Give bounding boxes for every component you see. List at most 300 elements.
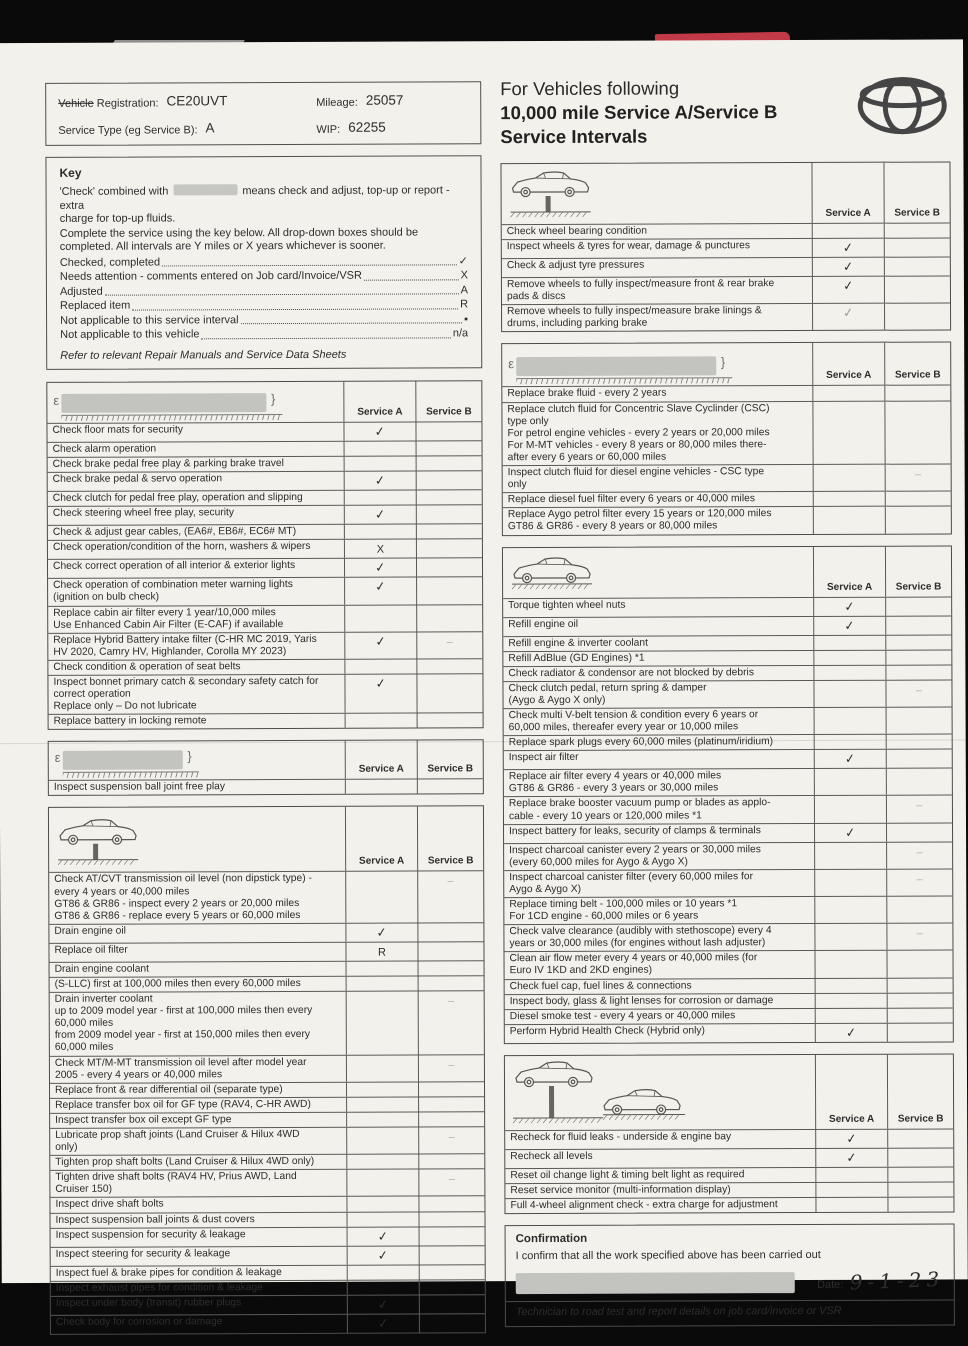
service-a-cell <box>815 978 887 992</box>
dash-mark: – <box>915 469 921 481</box>
item-label: Check valve clearance (audibly with stethoscope) every 4 years or 30,000 miles (for engines without lash adjuster) <box>504 924 814 951</box>
table-header-icon-cell <box>501 163 811 224</box>
table-row <box>48 524 482 541</box>
item-label: Check AT/CVT transmission oil level (non dipstick type) - every 4 years or 40,000 miles GT86 & GR86 - inspect every 2 years or 20,000 miles GT86 & GR86 - replace every 5 years or 60,000 miles <box>49 872 345 924</box>
table-row <box>504 895 952 924</box>
service-b-cell <box>416 605 482 631</box>
service-b-cell <box>885 464 951 490</box>
service-a-cell <box>344 540 416 558</box>
service-a-cell <box>347 1314 419 1332</box>
dot-leader <box>105 294 459 296</box>
service-a-cell <box>813 597 885 615</box>
check-mark: ✓ <box>377 1315 389 1331</box>
service-b-cell <box>887 1148 953 1166</box>
service-b-cell <box>887 1008 953 1022</box>
service-a-cell <box>345 872 417 923</box>
table-row <box>503 679 951 708</box>
item-label: Inspect suspension ball joints & dust covers <box>50 1212 346 1227</box>
service-a-cell <box>347 1265 419 1279</box>
table-row <box>48 577 482 606</box>
service-b-cell <box>418 961 484 975</box>
table-row <box>504 768 952 797</box>
item-label: Replace Hybrid Battery intake filter (C-HR MC 2019, Yaris HV 2020, Camry HV, Highlander, Corolla MY 2023) <box>48 633 344 660</box>
service-a-cell <box>815 1024 887 1042</box>
table-row <box>49 713 483 730</box>
table-row <box>504 868 952 897</box>
service-b-cell <box>416 490 482 504</box>
table-row <box>48 539 482 560</box>
table-header <box>49 807 483 873</box>
item-label: Check body for corrosion or damage <box>51 1315 347 1334</box>
service-a-cell <box>346 1055 418 1081</box>
wip-value: 62255 <box>348 120 386 135</box>
item-label: Check fuel cap, fuel lines & connections <box>505 979 815 994</box>
registration-value: CE20UVT <box>167 93 228 108</box>
service-b-cell <box>418 1097 484 1111</box>
service-a-cell <box>346 961 418 975</box>
dot-leader <box>241 323 463 325</box>
table-row <box>505 1022 953 1043</box>
service-a-cell <box>815 1168 887 1182</box>
dash-mark: – <box>448 995 454 1007</box>
dash-mark: – <box>449 1131 455 1143</box>
service-a-cell <box>344 659 416 673</box>
table-row <box>50 1126 484 1155</box>
page-title-block <box>500 75 950 153</box>
item-label: Replace brake fluid - every 2 years <box>502 386 812 401</box>
service-b-cell <box>886 924 952 950</box>
item-label: Check clutch for pedal free play, operation and slipping <box>48 491 344 506</box>
item-label: Check alarm operation <box>48 442 344 457</box>
service-b-cell <box>887 1129 953 1147</box>
mileage-value: 25057 <box>366 93 404 108</box>
redaction <box>61 393 266 413</box>
redacted-blob <box>63 751 199 779</box>
key-entry-label: Needs attention - comments entered on Job card/Invoice/VSR <box>60 269 362 285</box>
service-a-cell <box>815 1008 887 1022</box>
item-label: Inspect body, glass & light lenses for corrosion or damage <box>505 994 815 1009</box>
service-b-cell <box>419 1280 485 1294</box>
item-label: Check wheel bearing condition <box>502 224 812 239</box>
service-b-header: Service B <box>884 343 950 385</box>
service-b-cell <box>886 707 952 733</box>
table-row <box>47 421 481 442</box>
service-b-cell <box>885 650 951 664</box>
service-b-cell <box>884 277 950 303</box>
two-cars-icon <box>511 1057 687 1128</box>
service-b-cell <box>886 750 952 768</box>
service-a-cell <box>344 578 416 604</box>
item-label: Inspect exhaust pipes for condition & leakage <box>51 1280 347 1295</box>
service-a-cell <box>344 675 416 714</box>
service-b-cell <box>886 842 952 868</box>
item-label: Inspect fuel & brake pipes for condition & leakage <box>51 1265 347 1280</box>
info-row <box>58 93 468 110</box>
table-row <box>49 941 483 962</box>
item-label: Replace front & rear differential oil (separate type) <box>50 1082 346 1097</box>
item-label: Replace timing belt - 100,000 miles or 10 years *1 For 1CD engine - 60,000 miles or 6 years <box>504 897 814 924</box>
service-a-cell <box>813 665 885 679</box>
table-header-icon-cell <box>503 546 813 597</box>
key-entry-symbol: ▪ <box>464 312 468 327</box>
x-mark: X <box>377 544 384 556</box>
service-b-cell <box>416 525 482 539</box>
item-label: Check correct operation of all interior & exterior lights <box>48 559 344 578</box>
key-title: Key <box>59 164 467 180</box>
table-row <box>50 975 484 992</box>
car-on-lift-icon <box>55 816 141 870</box>
check-mark: ✓ <box>842 258 854 274</box>
technician-note: Technician to road test and report details on job card/invoice or VSR <box>506 1300 954 1322</box>
service-b-cell <box>887 1167 953 1181</box>
service-a-cell <box>814 897 886 923</box>
check-mark: ✓ <box>374 506 386 522</box>
service-a-header: Service A <box>345 807 417 871</box>
table-row <box>505 1196 953 1213</box>
table-row <box>50 1196 484 1213</box>
service-a-cell <box>812 401 884 464</box>
item-label: Check operation/condition of the horn, washers & wipers <box>48 540 344 559</box>
service-a-cell <box>814 750 886 768</box>
service-a-cell <box>346 1170 418 1196</box>
key-entry <box>60 283 468 299</box>
table-interior-checks <box>46 380 483 730</box>
table-row <box>505 1007 953 1024</box>
dash-mark: – <box>917 846 923 858</box>
car-on-lift-icon <box>507 168 593 222</box>
table-suspension-ball-joint <box>48 740 484 797</box>
item-label: Clean air flow meter every 4 years or 40,000 miles (for Euro IV 1KD and 2KD engines) <box>504 951 814 978</box>
service-a-cell <box>813 616 885 634</box>
table-row <box>51 1279 485 1296</box>
table-header-icon-cell <box>505 1055 815 1130</box>
service-b-header: Service B <box>885 546 951 596</box>
check-mark: ✓ <box>845 824 857 840</box>
wip-label: WIP: <box>316 124 340 136</box>
service-b-cell <box>886 869 952 895</box>
service-b-cell <box>417 872 483 923</box>
dot-leader <box>202 337 451 339</box>
table-header <box>502 343 950 387</box>
service-b-cell <box>884 386 950 400</box>
item-label: Inspect drive shaft bolts <box>50 1197 346 1212</box>
item-label: Inspect suspension for security & leakage <box>51 1227 347 1246</box>
item-label: Tighten drive shaft bolts (RAV4 HV, Prius AWD, Land Cruiser 150) <box>50 1170 346 1197</box>
table-row <box>503 649 951 666</box>
item-label: Inspect suspension ball joint free play <box>49 780 345 795</box>
service-b-cell <box>886 735 952 749</box>
key-entry-symbol: X <box>461 269 468 284</box>
item-label: Full 4-wheel alignment check - extra charge for adjustment <box>505 1198 815 1213</box>
registration-label-struck: Vehicle <box>58 98 94 110</box>
item-label: Inspect wheels & tyres for wear, damage & punctures <box>502 239 812 258</box>
item-label: Inspect steering for security & leakage <box>51 1246 347 1265</box>
key-entry <box>60 312 468 328</box>
key-entry-label: Not applicable to this service interval <box>60 313 239 328</box>
item-label: Inspect charcoal canister filter (every 60,000 miles for Aygo & Aygo X) <box>504 870 814 897</box>
table-row <box>503 615 951 636</box>
service-a-cell <box>344 559 416 577</box>
service-b-cell <box>418 1055 484 1081</box>
confirmation-statement: I confirm that all the work specified above has been carried out <box>516 1249 944 1263</box>
service-b-cell <box>416 540 482 558</box>
item-label: Reset oil change light & timing belt light as required <box>505 1168 815 1183</box>
item-label: Replace Aygo petrol filter every 15 years or 120,000 miles GT86 & GR86 - every 8 years or 80,000 miles <box>503 507 813 534</box>
table-row <box>503 664 951 681</box>
table-row <box>51 1313 485 1334</box>
item-label: Reset service monitor (multi-information display) <box>505 1183 815 1198</box>
service-a-cell <box>814 924 886 950</box>
service-b-cell <box>886 796 952 822</box>
service-a-cell <box>346 1127 418 1153</box>
service-a-cell <box>814 769 886 795</box>
table-row <box>48 658 482 675</box>
service-a-cell <box>815 993 887 1007</box>
service-b-cell <box>885 597 951 615</box>
item-label: Replace cabin air filter every 1 year/10,000 miles Use Enhanced Cabin Air Filter (E-CAF) if available <box>48 605 344 632</box>
table-row <box>505 1181 953 1198</box>
service-a-cell <box>812 277 884 303</box>
service-a-cell <box>813 635 885 649</box>
table-row <box>51 1264 485 1281</box>
table-row <box>50 1153 484 1170</box>
check-mark: ✓ <box>377 1247 389 1263</box>
service-a-cell <box>345 923 417 941</box>
table-row <box>49 922 483 943</box>
service-b-header: Service B <box>887 1054 953 1128</box>
service-b-cell <box>887 993 953 1007</box>
hatch-ground <box>516 378 732 385</box>
table-row <box>505 992 953 1009</box>
item-label: Perform Hybrid Health Check (Hybrid only) <box>505 1024 815 1043</box>
service-type-field <box>58 121 316 137</box>
service-a-cell <box>812 239 884 257</box>
table-row <box>50 1168 484 1197</box>
table-row <box>50 1081 484 1098</box>
service-a-cell <box>347 1246 419 1264</box>
table-row <box>502 400 950 465</box>
check-mark: ✓ <box>845 1024 857 1040</box>
date-label: Date: <box>817 1279 843 1291</box>
item-label: Inspect charcoal canister every 2 years or 30,000 miles (every 60,000 miles for Aygo & Aygo X) <box>504 843 814 870</box>
service-b-cell <box>416 506 482 524</box>
table-row <box>502 257 950 278</box>
table-row <box>50 990 484 1055</box>
service-b-cell <box>418 976 484 990</box>
service-b-cell <box>418 1127 484 1153</box>
service-a-cell <box>346 1197 418 1211</box>
table-row <box>505 1166 953 1183</box>
service-b-cell <box>887 978 953 992</box>
table-row <box>503 506 951 535</box>
item-label: Refill engine & inverter coolant <box>503 635 813 650</box>
service-a-cell <box>344 457 416 471</box>
service-b-cell <box>416 659 482 673</box>
service-b-header: Service B <box>415 381 481 421</box>
service-a-cell <box>813 465 885 491</box>
service-b-cell <box>884 223 950 237</box>
service-a-header: Service A <box>815 1055 887 1129</box>
confirmation-box <box>505 1224 955 1328</box>
service-a-cell <box>814 870 886 896</box>
service-a-cell <box>812 258 884 276</box>
page-title-line1: For Vehicles following <box>500 75 950 101</box>
service-a-cell <box>814 708 886 734</box>
table-header-icon-cell <box>49 807 345 872</box>
service-b-cell <box>886 951 952 977</box>
item-label: Check multi V-belt tension & condition every 6 years or 60,000 miles, thereafer every year or 10,000 miles <box>504 708 814 735</box>
dot-leader <box>162 265 457 267</box>
service-b-cell <box>418 991 484 1054</box>
redacted-inline-blob <box>173 184 237 195</box>
key-entry-label: Adjusted <box>60 285 103 300</box>
table-header <box>501 162 949 224</box>
service-a-cell <box>815 1198 887 1212</box>
key-entry <box>60 269 468 285</box>
service-b-cell <box>418 1212 484 1226</box>
table-row <box>503 634 951 651</box>
table-row <box>504 841 952 870</box>
item-label: Check clutch pedal, return spring & damper (Aygo & Aygo X only) <box>503 681 813 708</box>
item-label: Replace clutch fluid for Concentric Slave Cyclinder (CSC) type only For petrol engine vehicles - every 2 years or 20,000 miles For M-MT vehicles - every 8 years or 80,000 miles there- after every 6 years or 60,000 miles <box>502 402 812 466</box>
right-column <box>500 75 955 1327</box>
key-footer-note: Refer to relevant Repair Manuals and Service Data Sheets <box>60 348 468 362</box>
page-title-line2: 10,000 mile Service A/Service B <box>500 99 950 125</box>
item-label: Diesel smoke test - every 4 years or 40,000 miles <box>505 1009 815 1024</box>
service-a-cell <box>344 605 416 631</box>
item-label: Remove wheels to fully inspect/measure brake linings & drums, including parking brake <box>502 304 812 331</box>
service-b-cell <box>416 441 482 455</box>
service-a-cell <box>815 1149 887 1167</box>
check-mark: ✓ <box>844 598 856 614</box>
key-entry <box>60 327 468 343</box>
service-b-cell <box>417 714 483 728</box>
service-b-cell <box>416 578 482 604</box>
check-mark: ✓ <box>842 239 854 255</box>
service-b-cell <box>886 896 952 922</box>
table-header-icon-cell <box>49 741 345 780</box>
mileage-field <box>316 93 468 109</box>
service-a-cell <box>347 1227 419 1245</box>
r-mark: R <box>378 946 386 958</box>
service-b-header: Service B <box>417 807 483 871</box>
wip-field <box>316 120 468 136</box>
service-a-cell <box>813 680 885 706</box>
table-row <box>503 491 951 508</box>
key-entry-symbol: n/a <box>453 327 468 342</box>
item-label: Check & adjust tyre pressures <box>502 258 812 277</box>
service-b-cell <box>885 635 951 649</box>
service-a-cell <box>815 1130 887 1148</box>
key-entry <box>60 298 468 314</box>
table-header-icon-cell <box>502 343 812 386</box>
service-a-cell <box>344 491 416 505</box>
service-b-cell <box>417 942 483 960</box>
key-entry-label: Replaced item <box>60 299 130 314</box>
toyota-logo-icon <box>856 75 948 140</box>
check-mark: ✓ <box>846 1130 858 1146</box>
check-mark: ✓ <box>844 617 856 633</box>
service-b-cell <box>418 1082 484 1096</box>
dash-mark: – <box>916 800 922 812</box>
check-mark: ✓ <box>846 1149 858 1165</box>
service-b-cell <box>887 1023 953 1041</box>
redacted-signature <box>516 1272 795 1294</box>
dash-mark: – <box>916 684 922 696</box>
table-row <box>502 238 950 259</box>
table-row <box>51 1226 485 1247</box>
service-a-cell <box>346 992 418 1055</box>
table-row <box>49 779 483 796</box>
key-intro-1-post: means check and adjust, top-up or report - extra charge for top-up fluids. <box>60 184 450 225</box>
service-a-cell <box>346 1155 418 1169</box>
registration-field <box>58 94 316 110</box>
table-row <box>48 558 482 579</box>
service-a-cell <box>345 780 417 794</box>
item-label: Lubricate prop shaft joints (Land Cruiser & Hilux 4WD only) <box>50 1128 346 1155</box>
service-b-cell <box>416 559 482 577</box>
service-b-cell <box>419 1295 485 1313</box>
left-column <box>45 81 486 1345</box>
item-label: Check brake pedal & servo operation <box>48 472 344 491</box>
service-b-cell <box>886 823 952 841</box>
key-box <box>45 155 482 370</box>
table-row <box>48 455 482 472</box>
service-b-cell <box>885 680 951 706</box>
service-a-cell <box>343 422 415 440</box>
key-entry-label: Not applicable to this vehicle <box>60 328 199 343</box>
item-label: Replace air filter every 4 years or 40,000 miles GT86 & GR86 - every 3 years or 30,000 miles <box>504 769 814 796</box>
table-header <box>503 546 951 598</box>
service-a-cell <box>345 942 417 960</box>
table-row <box>51 1294 485 1315</box>
item-label: Recheck all levels <box>505 1149 815 1168</box>
service-a-cell <box>344 472 416 490</box>
item-label: Check floor mats for security <box>47 423 343 442</box>
key-entry-symbol: ✓ <box>459 254 468 269</box>
service-a-cell <box>345 714 417 728</box>
item-label: Check operation of combination meter warning lights (ignition on bulb check) <box>48 578 344 605</box>
table-row <box>502 222 950 239</box>
table-row <box>504 822 952 843</box>
item-label: Refill engine oil <box>503 616 813 635</box>
service-a-cell <box>346 1082 418 1096</box>
item-label: Torque tighten wheel nuts <box>503 597 813 616</box>
check-mark: ✓ <box>377 1228 389 1244</box>
service-a-cell <box>813 650 885 664</box>
dash-mark: – <box>448 1059 454 1071</box>
service-b-cell <box>419 1246 485 1264</box>
dot-leader <box>364 279 459 280</box>
check-mark: ✓ <box>375 633 387 649</box>
table-row <box>50 1211 484 1228</box>
key-entry-label: Checked, completed <box>60 255 160 270</box>
service-a-cell <box>813 492 885 506</box>
service-a-cell <box>812 304 884 330</box>
table-row <box>502 303 950 332</box>
service-b-cell <box>416 632 482 658</box>
item-label: Replace transfer box oil for GF type (RAV4, C-HR AWD) <box>50 1098 346 1113</box>
table-header-icon-cell <box>47 382 343 423</box>
item-label: Refill AdBlue (GD Engines) *1 <box>503 651 813 666</box>
check-mark: ✓ <box>374 559 386 575</box>
item-label: Inspect transfer box oil except GF type <box>50 1113 346 1128</box>
handwritten-date: 9-1-23 <box>849 1267 944 1295</box>
confirmation-title: Confirmation <box>516 1232 944 1246</box>
dash-mark: – <box>917 873 923 885</box>
table-row <box>504 734 952 751</box>
service-a-header: Service A <box>813 546 885 596</box>
